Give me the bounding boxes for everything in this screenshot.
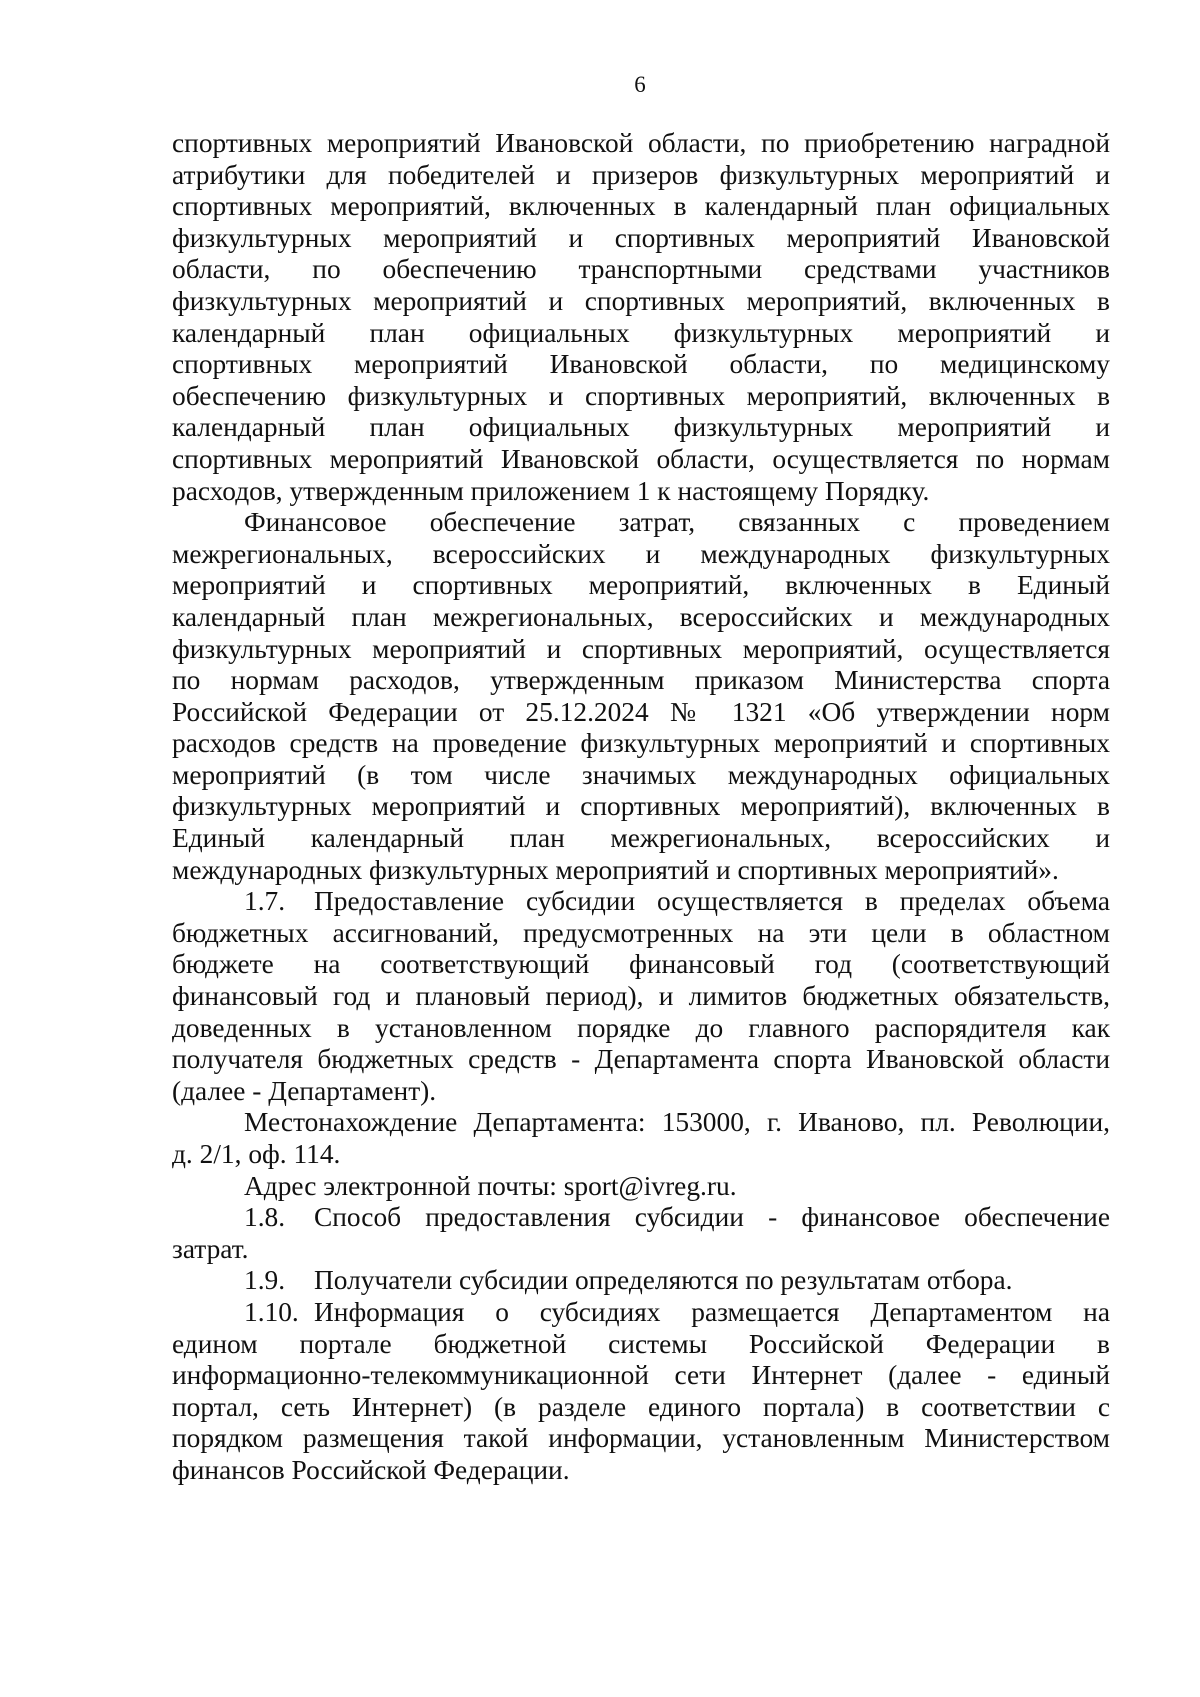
clause-1-8-line xyxy=(172,1202,1110,1234)
text-line: порядком размещения такой информации, установленным Министерством xyxy=(172,1423,1110,1454)
text-line: спортивных мероприятий Ивановской области, по медицинскому xyxy=(172,349,1110,380)
email-line: Адрес электронной почты: sport@ivreg.ru. xyxy=(244,1170,737,1201)
text-line: области, по обеспечению транспортными средствами участников xyxy=(172,254,1110,285)
text-line: затрат. xyxy=(172,1233,249,1264)
clause-number: 1.7. xyxy=(244,886,286,917)
page-number: 6 xyxy=(634,72,646,97)
text-line: спортивных мероприятий Ивановской области, по приобретению наградной xyxy=(172,128,1110,158)
clause-text: Способ предоставления субсидии - финансовое обеспечение xyxy=(314,1202,1110,1233)
text-line: д. 2/1, оф. 114. xyxy=(172,1139,341,1169)
text-line: спортивных мероприятий Ивановской области, осуществляется по нормам xyxy=(172,443,1110,474)
text-line: по нормам расходов, утвержденным приказом Министерства спорта xyxy=(172,665,1110,696)
text-line: финансовый год и плановый период), и лимитов бюджетных обязательств, xyxy=(172,981,1110,1012)
text-line: Российской Федерации от 25.12.2024 № 1321 «Об утверждении норм xyxy=(172,696,1110,727)
text-line: финансов Российской Федерации. xyxy=(172,1454,570,1485)
text-line: получателя бюджетных средств - Департамента спорта Ивановской области xyxy=(172,1044,1110,1075)
document-body xyxy=(172,128,1110,1487)
text-line: международных физкультурных мероприятий и спортивных мероприятий». xyxy=(172,854,1059,885)
text-line: доведенных в установленном порядке до главного распорядителя как xyxy=(172,1012,1110,1043)
clause-1-7-line xyxy=(172,886,1110,918)
text-line: атрибутики для победителей и призеров физкультурных мероприятий и xyxy=(172,159,1110,190)
text-line: спортивных мероприятий, включенных в календарный план официальных xyxy=(172,191,1110,222)
text-line: физкультурных мероприятий и спортивных мероприятий), включенных в xyxy=(172,791,1110,822)
clause-text: Предоставление субсидии осуществляется в пределах объема xyxy=(314,886,1110,917)
clause-number: 1.8. xyxy=(244,1202,286,1233)
text-line: едином портале бюджетной системы Российской Федерации в xyxy=(172,1328,1110,1359)
text-line: Финансовое обеспечение затрат, связанных с проведением xyxy=(244,507,1110,538)
text-line: портал, сеть Интернет) (в разделе единого портала) в соответствии с xyxy=(172,1391,1110,1422)
text-line: календарный план официальных физкультурных мероприятий и xyxy=(172,317,1110,348)
text-line: бюджете на соответствующий финансовый год (соответствующий xyxy=(172,949,1110,980)
text-line: бюджетных ассигнований, предусмотренных на эти цели в областном xyxy=(172,917,1110,948)
text-line: мероприятий и спортивных мероприятий, включенных в Единый xyxy=(172,570,1110,601)
text-line: информационно-телекоммуникационной сети Интернет (далее - единый xyxy=(172,1360,1110,1391)
text-line: Единый календарный план межрегиональных, всероссийских и xyxy=(172,823,1110,854)
clause-number: 1.10. xyxy=(244,1296,299,1327)
text-line: расходов средств на проведение физкультурных мероприятий и спортивных xyxy=(172,728,1110,759)
text-line: Местонахождение Департамента: 153000, г. Иваново, пл. Революции, xyxy=(244,1107,1110,1138)
text-line: расходов, утвержденным приложением 1 к настоящему Порядку. xyxy=(172,475,930,506)
clause-text: Получатели субсидии определяются по результатам отбора. xyxy=(314,1265,1013,1296)
text-line: межрегиональных, всероссийских и международных физкультурных xyxy=(172,538,1110,569)
text-line: календарный план межрегиональных, всероссийских и международных xyxy=(172,601,1110,632)
text-line: физкультурных мероприятий и спортивных мероприятий Ивановской xyxy=(172,222,1110,253)
text-line: физкультурных мероприятий и спортивных мероприятий, осуществляется xyxy=(172,633,1110,664)
clause-number: 1.9. xyxy=(244,1265,286,1296)
clause-text: Информация о субсидиях размещается Департаментом на xyxy=(314,1296,1110,1327)
text-line: (далее - Департамент). xyxy=(172,1075,437,1106)
text-line: календарный план официальных физкультурных мероприятий и xyxy=(172,412,1110,443)
text-line: физкультурных мероприятий и спортивных мероприятий, включенных в xyxy=(172,285,1110,316)
text-line: мероприятий (в том числе значимых международных официальных xyxy=(172,759,1110,790)
clause-1-10-line xyxy=(172,1297,1110,1329)
clause-1-9-line xyxy=(172,1265,1110,1297)
text-line: обеспечению физкультурных и спортивных мероприятий, включенных в xyxy=(172,380,1110,411)
